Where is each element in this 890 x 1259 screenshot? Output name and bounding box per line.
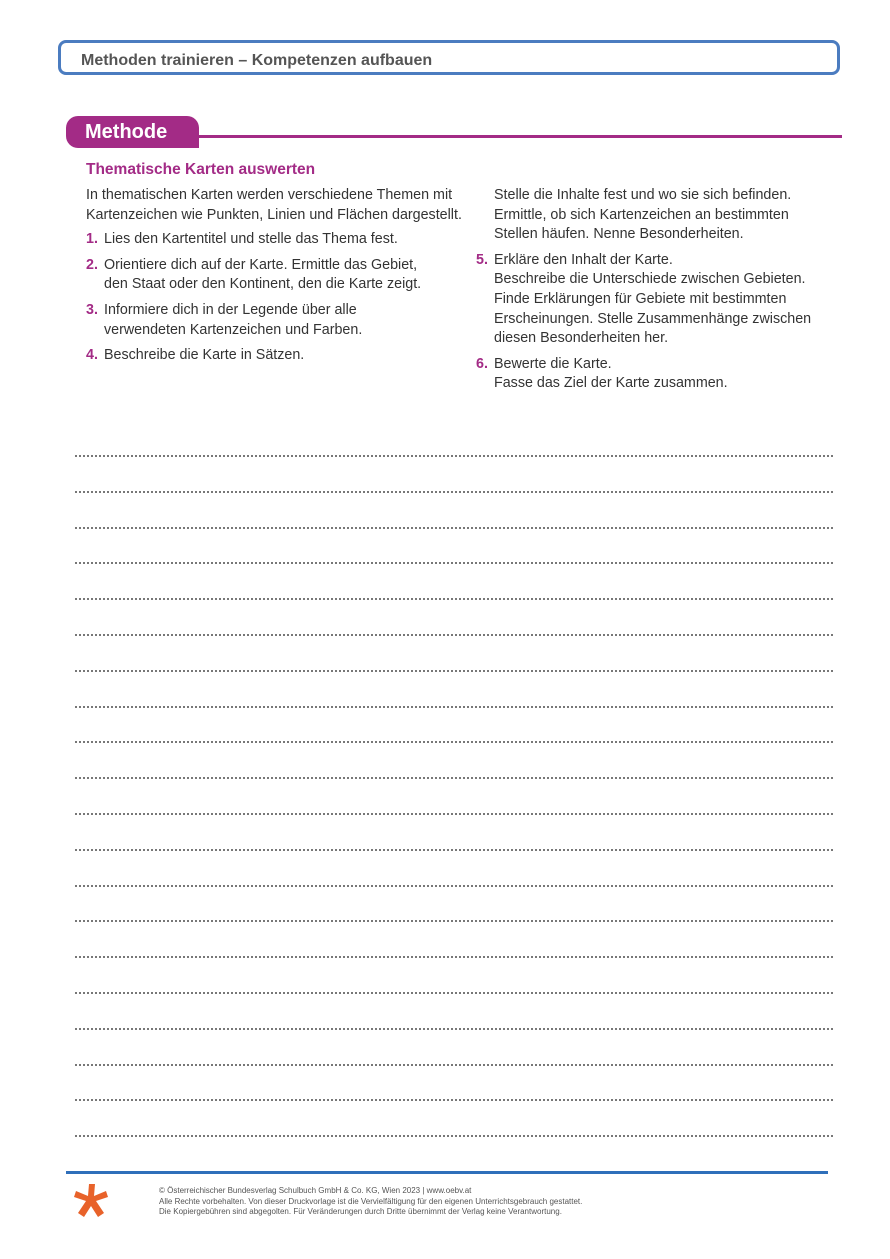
- writing-line[interactable]: [75, 992, 833, 1028]
- writing-line[interactable]: [75, 920, 833, 956]
- step-text: [104, 346, 466, 366]
- footer-line: Die Kopiergebühren sind abgegolten. Für Veränderungen durch Dritte übernimmt der Verlag keine Verantwortung.: [159, 1207, 562, 1216]
- writing-line[interactable]: [75, 813, 833, 849]
- step-line: verwendeten Kartenzeichen und Farben.: [104, 321, 363, 338]
- step-line: Lies den Kartentitel und stelle das Thema fest.: [104, 231, 398, 248]
- right-column: [476, 186, 846, 400]
- writing-line[interactable]: [75, 527, 833, 563]
- writing-line[interactable]: [75, 956, 833, 992]
- writing-line[interactable]: [75, 849, 833, 885]
- step-line: diesen Besonderheiten her.: [494, 330, 669, 347]
- writing-line[interactable]: [75, 562, 833, 598]
- step-text: [104, 301, 466, 340]
- section-title: Thematische Karten auswerten: [86, 161, 316, 178]
- step-line: Bewerte die Karte.: [494, 355, 612, 372]
- step-number: 6.: [476, 355, 488, 372]
- step-text: [104, 230, 466, 250]
- step-item: [86, 256, 466, 295]
- step-item: [86, 301, 466, 340]
- writing-line[interactable]: [75, 598, 833, 634]
- step-line: Finde Erklärungen für Gebiete mit bestimmten: [494, 290, 787, 307]
- intro-line: Stellen häufen. Nenne Besonderheiten.: [494, 226, 744, 243]
- writing-line[interactable]: [75, 777, 833, 813]
- step-line: Beschreibe die Karte in Sätzen.: [104, 347, 305, 364]
- writing-line[interactable]: [75, 455, 833, 491]
- intro-text: In thematischen Karten werden verschiedene Themen mit Kartenzeichen wie Punkten, Linien und Flächen dargestellt.: [86, 187, 462, 223]
- step-text: [104, 256, 466, 295]
- writing-line[interactable]: [75, 634, 833, 670]
- left-steps-list: [86, 230, 466, 366]
- step-line: Informiere dich in der Legende über alle: [104, 301, 357, 318]
- step-line: Orientiere dich auf der Karte. Ermittle das Gebiet,: [104, 256, 418, 273]
- method-divider: [190, 135, 842, 138]
- method-label: Methode: [85, 121, 168, 143]
- writing-line[interactable]: [75, 670, 833, 706]
- step-number: 2.: [86, 256, 98, 273]
- intro-line: Stelle die Inhalte fest und wo sie sich befinden.: [494, 187, 792, 203]
- step-line: den Staat oder den Kontinent, den die Karte zeigt.: [104, 276, 422, 293]
- footer-copyright: [159, 1186, 582, 1218]
- footer-line: © Österreichischer Bundesverlag Schulbuch GmbH & Co. KG, Wien 2023 | www.oebv.at: [159, 1186, 472, 1195]
- left-column: [86, 186, 466, 372]
- step-line: Erscheinungen. Stelle Zusammenhänge zwischen: [494, 310, 812, 327]
- step-number: 5.: [476, 251, 488, 268]
- writing-line[interactable]: [75, 491, 833, 527]
- writing-line[interactable]: [75, 1064, 833, 1100]
- footer-divider: [66, 1171, 828, 1174]
- writing-line[interactable]: [75, 741, 833, 777]
- step-item: [86, 230, 466, 250]
- step-text: [494, 355, 846, 394]
- writing-line[interactable]: [75, 885, 833, 921]
- step-item: [476, 251, 846, 349]
- oebv-star-icon: [72, 1182, 110, 1220]
- method-tab: [66, 116, 199, 148]
- step-line: Fasse das Ziel der Karte zusammen.: [494, 375, 728, 392]
- step-number: 4.: [86, 347, 98, 364]
- footer-line: Alle Rechte vorbehalten. Von dieser Druckvorlage ist die Vervielfältigung für den eigenen Unterrichtsgebrauch gestattet.: [159, 1196, 583, 1206]
- step-text: [494, 251, 846, 349]
- step-line: Beschreibe die Unterschiede zwischen Gebieten.: [494, 271, 806, 288]
- step-number: 1.: [86, 231, 98, 248]
- header-title: Methoden trainieren – Kompetenzen aufbauen: [81, 52, 433, 69]
- right-intro-text: [494, 186, 846, 245]
- writing-line[interactable]: [75, 1099, 833, 1135]
- step-number: 3.: [86, 301, 98, 318]
- writing-lines[interactable]: [75, 455, 833, 1171]
- writing-line[interactable]: [75, 1028, 833, 1064]
- writing-line[interactable]: [75, 1135, 833, 1171]
- step-line: Erkläre den Inhalt der Karte.: [494, 251, 673, 268]
- step-item: [86, 346, 466, 366]
- header-box: [58, 40, 840, 75]
- intro-line: Ermittle, ob sich Kartenzeichen an bestimmten: [494, 206, 789, 223]
- step-item: [476, 355, 846, 394]
- writing-line[interactable]: [75, 706, 833, 742]
- right-steps-list: [476, 251, 846, 394]
